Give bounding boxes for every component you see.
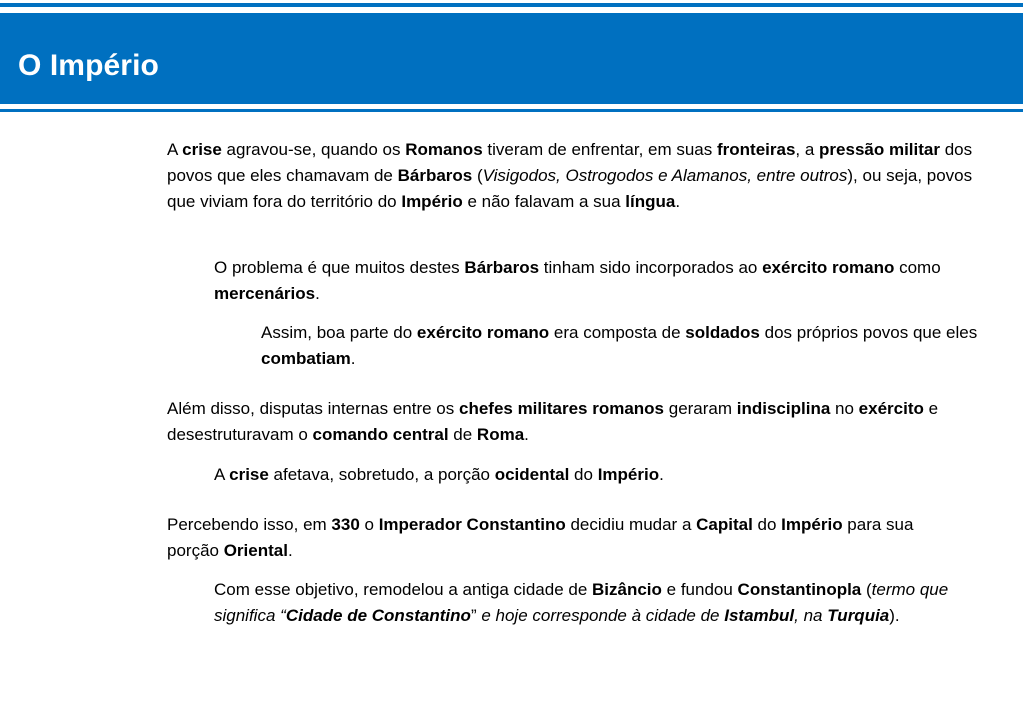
text-run: do xyxy=(752,515,782,534)
emphasis-text: Turquia xyxy=(827,606,890,625)
text-run: ( xyxy=(472,166,483,185)
text-run: . xyxy=(287,541,293,560)
paragraph-constantinople xyxy=(214,577,1004,629)
paragraph-capital-move xyxy=(167,512,947,564)
text-run: . xyxy=(315,284,320,303)
emphasis-text: Romanos xyxy=(405,140,483,159)
emphasis-text: Bárbaros xyxy=(397,166,473,185)
text-run: geraram xyxy=(664,399,737,418)
emphasis-text: Cidade de Constantino xyxy=(285,606,471,625)
text-run: o xyxy=(359,515,379,534)
emphasis-text: e hoje corresponde à cidade de xyxy=(476,606,725,625)
text-run: e fundou xyxy=(661,580,738,599)
emphasis-text: crise xyxy=(229,465,269,484)
emphasis-text: Império xyxy=(781,515,843,534)
emphasis-text: indisciplina xyxy=(736,399,831,418)
emphasis-text: , na xyxy=(794,606,828,625)
text-run: Percebendo isso, em xyxy=(167,515,332,534)
emphasis-text: Império xyxy=(401,192,463,211)
text-run: dos povos que eles chamavam de xyxy=(167,140,973,185)
emphasis-text: fronteiras xyxy=(717,140,796,159)
text-run: A xyxy=(167,140,183,159)
emphasis-text: comando central xyxy=(312,425,449,444)
text-run: . xyxy=(675,192,681,211)
emphasis-text: Imperador Constantino xyxy=(378,515,566,534)
text-run: . xyxy=(659,465,664,484)
top-accent-line xyxy=(0,3,1023,7)
text-run: e não falavam a sua xyxy=(462,192,626,211)
paragraph-western-crisis xyxy=(214,462,984,488)
emphasis-text: Constantinopla xyxy=(737,580,862,599)
text-run: dos próprios povos que eles xyxy=(759,323,978,342)
paragraph-mercenaries xyxy=(214,255,984,307)
text-run: tinham sido incorporados ao xyxy=(539,258,763,277)
text-run: agravou-se, quando os xyxy=(221,140,406,159)
emphasis-text: soldados xyxy=(685,323,760,342)
text-run: O problema é que muitos destes xyxy=(214,258,465,277)
paragraph-army-composition xyxy=(261,320,981,372)
text-run: . xyxy=(524,425,529,444)
emphasis-text: Istambul xyxy=(724,606,795,625)
emphasis-text: Visigodos, Ostrogodos e Alamanos, entre outros xyxy=(482,166,848,185)
emphasis-text: língua xyxy=(625,192,676,211)
text-run: como xyxy=(894,258,941,277)
text-run: A xyxy=(214,465,230,484)
emphasis-text: 330 xyxy=(331,515,360,534)
text-run: para sua porção xyxy=(167,515,914,560)
text-run: de xyxy=(448,425,477,444)
emphasis-text: exército xyxy=(858,399,924,418)
text-run: Com esse objetivo, remodelou a antiga cidade de xyxy=(214,580,593,599)
emphasis-text: termo que significa “ xyxy=(214,580,949,625)
emphasis-text: exército romano xyxy=(762,258,895,277)
emphasis-text: chefes militares romanos xyxy=(458,399,665,418)
title-bar xyxy=(0,13,1023,104)
emphasis-text: Bárbaros xyxy=(464,258,540,277)
emphasis-text: Bizâncio xyxy=(592,580,662,599)
text-run: decidiu mudar a xyxy=(565,515,697,534)
text-run: e desestruturavam o xyxy=(167,399,939,444)
text-run: . xyxy=(350,349,356,368)
paragraph-barbarian-pressure xyxy=(167,137,992,215)
text-run: ). xyxy=(889,606,900,625)
text-run: tiveram de enfrentar, em suas xyxy=(482,140,717,159)
text-run: no xyxy=(830,399,859,418)
paragraph-internal-disputes xyxy=(167,396,997,448)
emphasis-text: Roma xyxy=(476,425,525,444)
text-run: Além disso, disputas internas entre os xyxy=(167,399,459,418)
text-run: Assim, boa parte do xyxy=(261,323,417,342)
emphasis-text: combatiam xyxy=(261,349,351,368)
text-run: afetava, sobretudo, a porção xyxy=(268,465,495,484)
emphasis-text: ocidental xyxy=(494,465,570,484)
bottom-accent-line xyxy=(0,109,1023,112)
emphasis-text: crise xyxy=(182,140,222,159)
text-run: ( xyxy=(861,580,872,599)
text-run: era composta de xyxy=(549,323,686,342)
emphasis-text: Capital xyxy=(696,515,753,534)
emphasis-text: pressão militar xyxy=(819,140,940,159)
emphasis-text: mercenários xyxy=(214,284,316,303)
text-run: ” xyxy=(470,606,477,625)
emphasis-text: Oriental xyxy=(223,541,288,560)
slide-title: O Império xyxy=(18,49,159,82)
emphasis-text: exército romano xyxy=(416,323,550,342)
text-run: ), ou seja, povos que viviam fora do território do xyxy=(167,166,973,211)
text-run: do xyxy=(569,465,598,484)
emphasis-text: Império xyxy=(597,465,660,484)
text-run: , a xyxy=(795,140,820,159)
